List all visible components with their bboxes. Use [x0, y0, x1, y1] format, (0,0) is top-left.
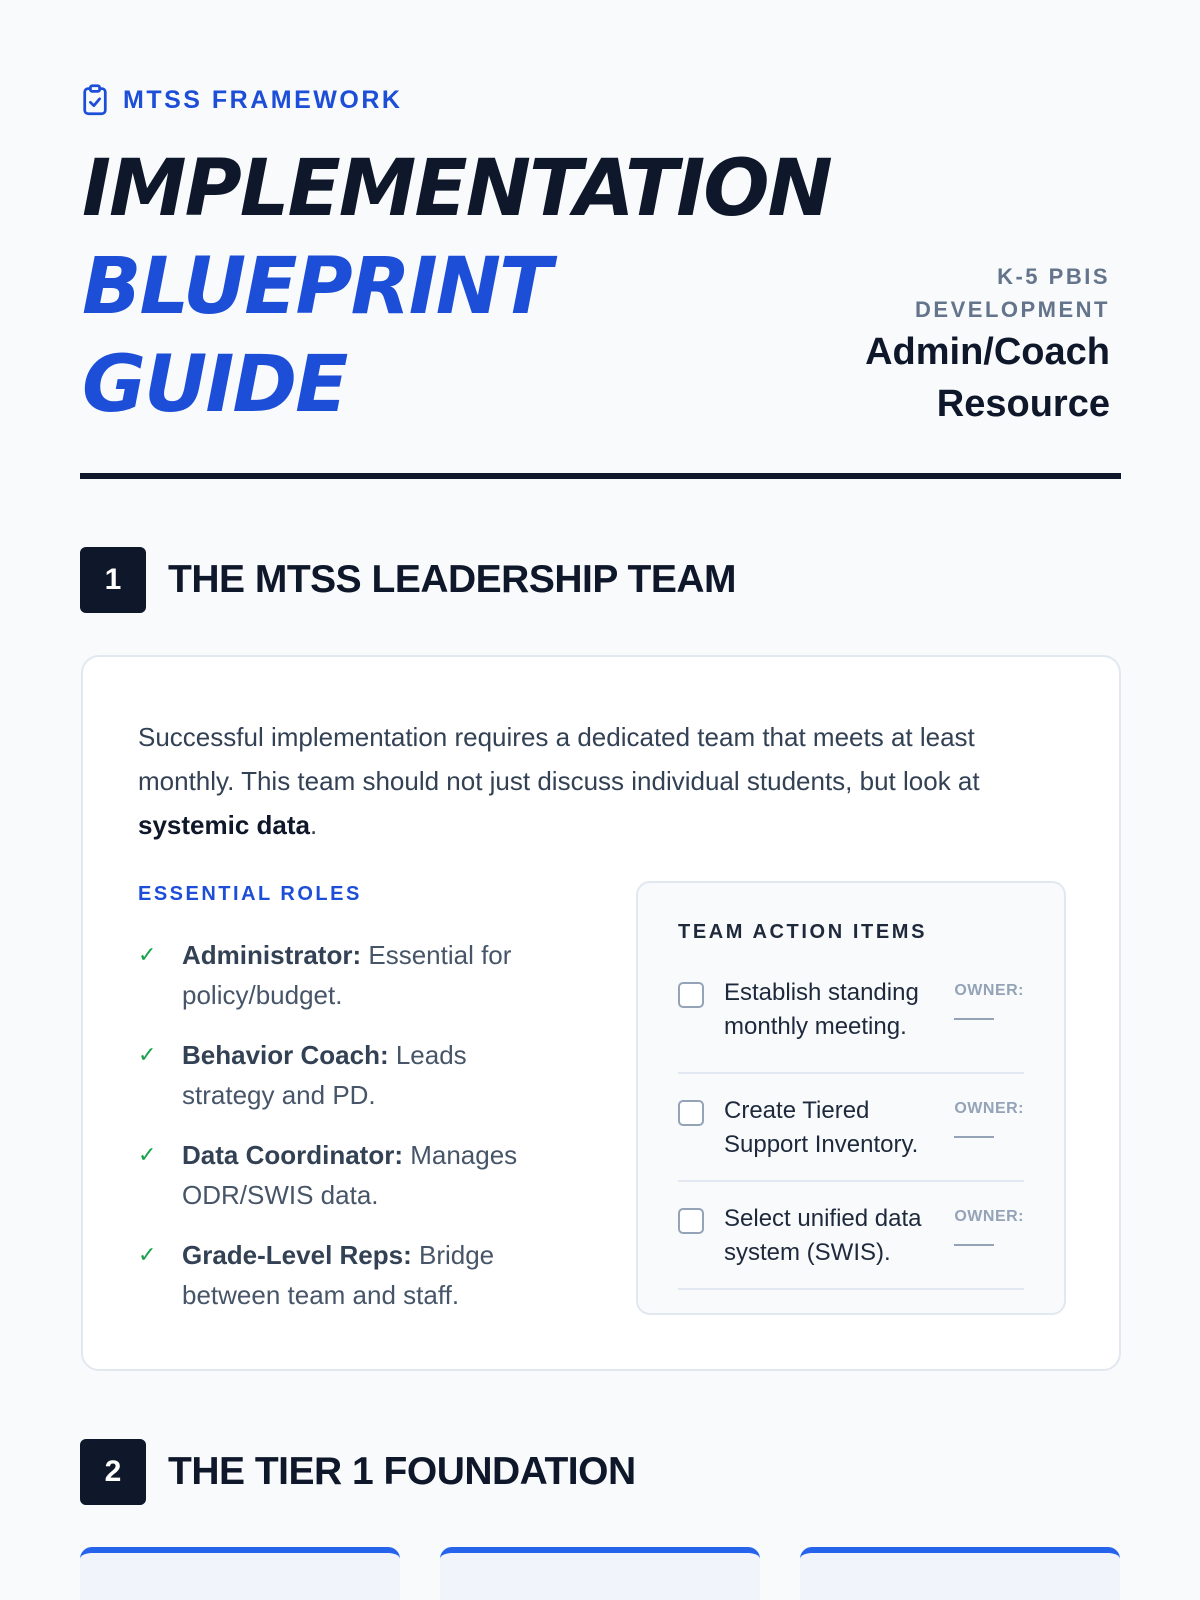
action-items-panel [636, 881, 1066, 1315]
section-2-number: 2 [80, 1439, 146, 1505]
owner-label: OWNER: [954, 1208, 1024, 1225]
role-item [138, 935, 558, 1015]
role-title: Data Coordinator: [182, 1140, 403, 1170]
check-icon: ✓ [138, 1042, 157, 1067]
role-desc: Essential for policy/budget. [182, 940, 512, 1010]
role-item [138, 1235, 558, 1315]
eyebrow [81, 84, 402, 116]
role-text [182, 1035, 558, 1115]
check-icon: ✓ [138, 942, 157, 967]
page-title [82, 140, 902, 434]
action-checkbox[interactable] [678, 1100, 704, 1126]
title-line-3: GUIDE [82, 340, 347, 430]
intro-end: . [309, 810, 318, 840]
action-text: Select unified data system (SWIS). [724, 1205, 922, 1266]
section-2-heading [80, 1439, 636, 1505]
owner-label: OWNER: [954, 982, 1024, 999]
section-1-heading [80, 547, 736, 613]
tier-card [800, 1547, 1120, 1600]
role-title: Administrator: [182, 940, 362, 970]
action-text: Establish standing monthly meeting. [724, 979, 919, 1040]
action-items-title: TEAM ACTION ITEMS [678, 921, 928, 943]
title-line-2: BLUEPRINT [82, 242, 551, 332]
section-1-number: 1 [80, 547, 146, 613]
role-item [138, 1135, 558, 1215]
owner-line [954, 1244, 994, 1246]
owner-field[interactable] [954, 976, 1024, 1020]
role-desc: Bridge between team and staff. [182, 1240, 495, 1310]
action-item [678, 966, 1024, 1074]
header-kicker: K-5 PBIS DEVELOPMENT [915, 264, 1110, 322]
action-checkbox[interactable] [678, 982, 704, 1008]
intro-text: Successful implementation requires a dedicated team that meets at least monthly. This team should not just discuss individual students, but look at [138, 722, 980, 796]
eyebrow-label: MTSS FRAMEWORK [123, 85, 403, 114]
header-resource: Admin/Coach Resource [865, 331, 1110, 425]
action-item [678, 1074, 1024, 1182]
title-line-1: IMPLEMENTATION [82, 144, 831, 234]
intro-bold: systemic data [138, 810, 310, 840]
role-text [182, 1235, 558, 1315]
role-text [182, 935, 558, 1015]
role-title: Behavior Coach: [182, 1040, 389, 1070]
owner-field[interactable] [954, 1202, 1024, 1246]
owner-field[interactable] [954, 1094, 1024, 1138]
section-2-title: THE TIER 1 FOUNDATION [168, 1450, 636, 1493]
role-text [182, 1135, 558, 1215]
intro-paragraph [138, 715, 1078, 847]
check-icon: ✓ [138, 1242, 157, 1267]
role-desc: Manages ODR/SWIS data. [182, 1140, 518, 1210]
action-checkbox[interactable] [678, 1208, 704, 1234]
roles-label: ESSENTIAL ROLES [138, 883, 362, 905]
header-meta [830, 260, 1110, 430]
role-title: Grade-Level Reps: [182, 1240, 412, 1270]
action-item [678, 1182, 1024, 1290]
role-item [138, 1035, 558, 1115]
owner-line [954, 1018, 994, 1020]
roles-list [138, 935, 558, 1335]
owner-label: OWNER: [954, 1100, 1024, 1117]
leadership-team-card [81, 655, 1121, 1371]
tier-card [440, 1547, 760, 1600]
tier-card [80, 1547, 400, 1600]
section-1-title: THE MTSS LEADERSHIP TEAM [168, 558, 736, 601]
role-desc: Leads strategy and PD. [182, 1040, 467, 1110]
header-divider [80, 473, 1121, 479]
action-text: Create Tiered Support Inventory. [724, 1097, 919, 1158]
owner-line [954, 1136, 994, 1138]
clipboard-check-icon [81, 84, 109, 116]
check-icon: ✓ [138, 1142, 157, 1167]
